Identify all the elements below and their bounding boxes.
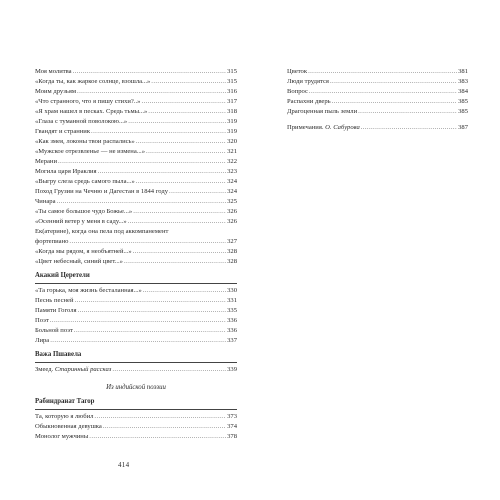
toc-entry-title: Змеед. Старинный рассказ	[35, 366, 112, 373]
toc-entry-title: Обыкновенная девушка	[35, 423, 102, 430]
toc-entry-page: 324	[227, 188, 237, 195]
right-column-toc	[287, 67, 468, 133]
dot-leader	[136, 177, 226, 187]
author-heading: Важа Пшавела	[35, 351, 82, 358]
toc-entry	[35, 432, 237, 442]
toc-group-author3	[35, 412, 237, 442]
toc-entry-page: 335	[227, 307, 237, 314]
dot-leader	[75, 296, 227, 306]
toc-entry-title: «Мужское отрезвленье — не измена...»	[35, 148, 146, 155]
toc-entry-page: 336	[227, 327, 237, 334]
toc-entry-title: «Глаза с туманной поволокою...»	[35, 118, 128, 125]
dot-leader	[89, 432, 226, 442]
toc-entry	[35, 147, 237, 157]
toc-entry-page: 315	[227, 68, 237, 75]
toc-entry	[35, 412, 237, 422]
toc-entry-title: Цветок	[287, 68, 308, 75]
toc-entry-title: Моим друзьям	[35, 88, 77, 95]
toc-entry	[287, 77, 468, 87]
toc-entry-title: «Когда ты, как жаркое солнце, взошла...»	[35, 78, 151, 85]
dot-leader	[98, 167, 227, 177]
dot-leader	[94, 412, 226, 422]
dot-leader	[58, 157, 226, 167]
dot-leader	[358, 107, 457, 117]
toc-entry-title: Вопрос	[287, 88, 308, 95]
toc-entry-page: 385	[458, 98, 468, 105]
toc-entry-page: 381	[458, 68, 468, 75]
toc-entry	[287, 87, 468, 97]
toc-entry-title: Моя молитва	[35, 68, 72, 75]
toc-entry-page: 326	[227, 218, 237, 225]
toc-entry	[35, 227, 237, 247]
dot-leader	[309, 87, 457, 97]
dot-leader	[136, 137, 226, 147]
dot-leader	[148, 107, 226, 117]
toc-entry	[35, 247, 237, 257]
toc-entry-page: 319	[227, 118, 237, 125]
toc-entry-page: 317	[227, 98, 237, 105]
dot-leader	[69, 237, 226, 247]
toc-entry-page: 337	[227, 337, 237, 344]
toc-entry	[35, 127, 237, 137]
toc-entry-title: Драгоценная пыль земли	[287, 108, 358, 115]
dot-leader	[146, 147, 226, 157]
toc-entry-page: 320	[227, 138, 237, 145]
toc-entry	[35, 157, 237, 167]
toc-entry	[35, 107, 237, 117]
toc-entry-page: 374	[227, 423, 237, 430]
toc-entry-title: Мерани	[35, 158, 57, 165]
toc-entry	[35, 67, 237, 77]
toc-entry-title: Могила царя Ираклия	[35, 168, 97, 175]
toc-entry	[35, 187, 237, 197]
dot-leader	[50, 316, 226, 326]
dot-leader	[78, 306, 227, 316]
toc-entry-title: Песнь песней	[35, 297, 74, 304]
toc-entry	[35, 306, 237, 316]
toc-entry	[35, 217, 237, 227]
toc-entry-title: «Выгру слеза средь самого пыла...»	[35, 178, 135, 185]
toc-group-lermontov-translations	[35, 67, 237, 227]
toc-entry-title: Чинара	[35, 198, 56, 205]
author-heading: Рабиндранат Тагор	[35, 398, 95, 405]
dot-leader	[124, 257, 226, 267]
toc-entry	[35, 97, 237, 107]
toc-entry-page: 328	[227, 258, 237, 265]
toc-entry-title: Монолог мужчины	[35, 433, 89, 440]
left-column-toc	[35, 67, 237, 442]
toc-entry	[35, 177, 237, 187]
toc-entry	[35, 326, 237, 336]
toc-entry	[287, 107, 468, 117]
dot-leader	[57, 197, 227, 207]
author-heading: Акакий Церетели	[35, 272, 90, 279]
toc-entry-title: Лира	[35, 337, 50, 344]
toc-entry-page: 339	[227, 366, 237, 373]
toc-entry-page: 315	[227, 78, 237, 85]
toc-entry-title: «Я храм нашел в песках. Средь тьмы...»	[35, 108, 148, 115]
toc-entry-page: 373	[227, 413, 237, 420]
dot-leader	[74, 326, 226, 336]
toc-entry-title-cont: фортепиано	[35, 238, 69, 245]
toc-entry-page: 316	[227, 88, 237, 95]
toc-entry-page: 322	[227, 158, 237, 165]
dot-leader	[330, 77, 457, 87]
toc-entry	[35, 336, 237, 346]
toc-entry-title: Ек(атерине), когда она пела под аккомпанемент	[35, 228, 169, 235]
dot-leader	[103, 422, 226, 432]
toc-entry	[287, 67, 468, 77]
toc-entry-page: 324	[227, 178, 237, 185]
dot-leader	[143, 286, 226, 296]
toc-entry-page: 328	[227, 248, 237, 255]
toc-entry-title: Больной поэт	[35, 327, 73, 334]
dot-leader	[169, 187, 226, 197]
toc-entry-page: 387	[458, 124, 468, 131]
toc-entry	[35, 207, 237, 217]
page-number: 414	[118, 461, 130, 469]
toc-entry-page: 330	[227, 287, 237, 294]
toc-entry-page: 384	[458, 88, 468, 95]
toc-entry	[35, 316, 237, 326]
toc-entry-title: «Та горька, моя жизнь бесталанная...»	[35, 287, 142, 294]
toc-entry-page: 378	[227, 433, 237, 440]
toc-entry-title: Гвандят и странник	[35, 128, 91, 135]
toc-entry	[35, 77, 237, 87]
toc-entry-title: Та, которую я любил	[35, 413, 94, 420]
toc-entry	[35, 257, 237, 267]
toc-entry-page: 321	[227, 148, 237, 155]
toc-group-right	[287, 67, 468, 117]
toc-group-author1	[35, 286, 237, 346]
toc-entry-page: 383	[458, 78, 468, 85]
dot-leader	[112, 365, 226, 375]
dot-leader	[151, 77, 226, 87]
toc-entry	[35, 197, 237, 207]
toc-entry-title: Поход Грузии на Чечню и Дагестан в 1844 году	[35, 188, 169, 195]
toc-entry	[35, 296, 237, 306]
author-rule	[35, 362, 237, 363]
dot-leader	[308, 67, 457, 77]
dot-leader	[91, 127, 226, 137]
toc-entry-page: 326	[227, 208, 237, 215]
toc-entry-title: «Что странного, что я пишу стихи?..»	[35, 98, 141, 105]
toc-entry-title: Поэт	[35, 317, 49, 324]
dot-leader	[50, 336, 226, 346]
dot-leader	[133, 247, 226, 257]
toc-entry	[287, 97, 468, 107]
toc-entry-title: Памяти Гоголя	[35, 307, 77, 314]
toc-entry	[35, 137, 237, 147]
toc-entry	[35, 117, 237, 127]
dot-leader	[128, 217, 226, 227]
toc-entry-page: 318	[227, 108, 237, 115]
toc-entry-title: «Осенний ветер у меня в саду...»	[35, 218, 127, 225]
toc-entry-page: 325	[227, 198, 237, 205]
dot-leader	[128, 117, 226, 127]
dot-leader	[133, 207, 226, 217]
toc-entry-title: «Когда мы рядом, я необъятней...»	[35, 248, 132, 255]
toc-entry-page: 336	[227, 317, 237, 324]
toc-entry-page: 331	[227, 297, 237, 304]
toc-group-continued	[35, 247, 237, 267]
toc-entry-title: Люди трудятся	[287, 78, 329, 85]
toc-entry-page: 385	[458, 108, 468, 115]
dot-leader	[332, 97, 457, 107]
toc-entry-title: Примечания. О. Сабурова	[287, 124, 360, 131]
author-rule	[35, 409, 237, 410]
dot-leader	[141, 97, 226, 107]
toc-entry-page: 319	[227, 128, 237, 135]
toc-entry	[35, 286, 237, 296]
toc-entry	[35, 167, 237, 177]
toc-entry-notes	[287, 123, 468, 133]
dot-leader	[73, 67, 227, 77]
toc-entry-page: 323	[227, 168, 237, 175]
toc-entry-title: «Цвет небесный, синий цвет...»	[35, 258, 123, 265]
toc-entry-title: «Как змея, локоны твои распались»	[35, 138, 135, 145]
author-rule	[35, 283, 237, 284]
toc-entry-title: Распахни дверь	[287, 98, 331, 105]
toc-entry	[35, 87, 237, 97]
dot-leader	[361, 123, 457, 133]
toc-entry-title: «Ты самое большое чудо Божье...»	[35, 208, 133, 215]
section-title: Из индийской поэзии	[106, 384, 166, 391]
dot-leader	[77, 87, 226, 97]
toc-entry-page: 327	[227, 238, 237, 245]
toc-entry	[35, 365, 237, 375]
toc-entry	[35, 422, 237, 432]
